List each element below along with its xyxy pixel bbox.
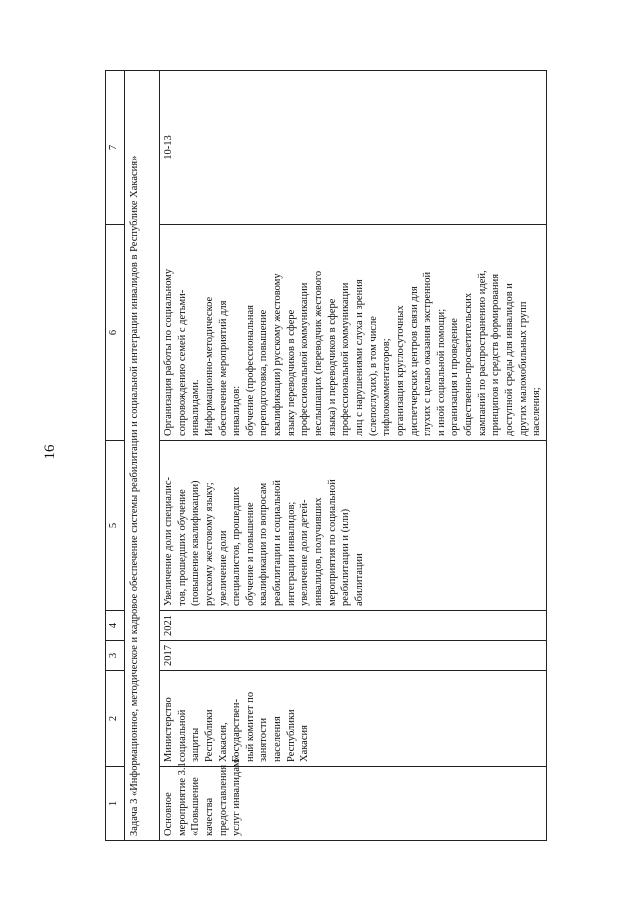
text-line: Хакасия bbox=[299, 725, 311, 762]
text-line: диспетчерских центров связи для bbox=[408, 286, 420, 436]
text-line: социальной bbox=[176, 709, 188, 762]
text-line: интеграции инвалидов; bbox=[285, 501, 297, 606]
header-col-4: 4 bbox=[106, 611, 125, 641]
text-line: услуг инвалидам» bbox=[231, 755, 243, 836]
text-line: обучение и повышение bbox=[244, 502, 256, 606]
start-year-cell: 2017 bbox=[160, 641, 547, 671]
text-line: «Повышение bbox=[190, 777, 202, 836]
text-line: организация круглосуточных bbox=[394, 305, 406, 436]
text-line: населения bbox=[272, 716, 284, 762]
text-line: занятости bbox=[258, 717, 270, 762]
text-line: инвалидов, получивших bbox=[313, 497, 325, 606]
text-line: населения; bbox=[531, 387, 543, 436]
text-line: других маломобильных групп bbox=[517, 301, 529, 436]
header-row bbox=[106, 71, 125, 841]
text-line: мероприятие 3.1 bbox=[176, 762, 188, 836]
text-line: реабилитации и социальной bbox=[272, 479, 284, 606]
text-line: профессиональной коммуникации bbox=[340, 282, 352, 436]
page-number: 16 bbox=[42, 444, 58, 460]
text-line: ный комитет по bbox=[244, 691, 256, 762]
text-line: глухих с целью оказания экстренной bbox=[422, 271, 434, 436]
text-line: инвалидов: bbox=[231, 385, 243, 436]
text-line: Хакасия, bbox=[217, 722, 229, 762]
result-cell bbox=[160, 441, 547, 611]
text-line: общественно-просветительских bbox=[463, 292, 475, 436]
text-line: Республики bbox=[285, 709, 297, 762]
text-line: и иной социальной помощи; bbox=[435, 308, 447, 436]
executor-cell bbox=[160, 671, 547, 767]
table-row bbox=[160, 71, 547, 841]
text-line: принципов и средств формирования bbox=[490, 273, 502, 436]
text-line: (повышение квалификации) bbox=[190, 480, 202, 606]
indicators-cell: 10-13 bbox=[160, 71, 547, 225]
text-line: мероприятия по социальной bbox=[326, 479, 338, 606]
text-line: языку переводчиков в сфере bbox=[285, 309, 297, 436]
measure-cell bbox=[160, 755, 547, 841]
text-line: доступной среды для инвалидов и bbox=[504, 283, 516, 436]
rotated-table-container bbox=[105, 71, 543, 841]
task-title: Задача 3 «Информационное, методическое и кадровое обеспечение системы реабилитации и социальной интеграции инвалидов в Республике Хакасия» bbox=[125, 71, 160, 841]
header-col-1: 1 bbox=[106, 767, 125, 841]
text-line: кампаний по распространению идей, bbox=[476, 270, 488, 436]
program-table bbox=[105, 70, 547, 841]
text-line: квалификации по вопросам bbox=[258, 482, 270, 606]
text-line: Организация работы по социальному bbox=[163, 268, 174, 436]
text-line: языка) и переводчиков в сфере bbox=[326, 298, 338, 436]
text-line: неслышащих (переводчик жестового bbox=[313, 270, 325, 436]
header-col-2: 2 bbox=[106, 671, 125, 767]
text-line: инвалидами. bbox=[190, 379, 202, 436]
text-line: организация и проведение bbox=[449, 318, 461, 436]
header-col-3: 3 bbox=[106, 641, 125, 671]
text-line: обеспечение мероприятий для bbox=[217, 300, 229, 436]
text-line: переподготовка, повышение bbox=[258, 309, 270, 436]
header-col-6: 6 bbox=[106, 225, 125, 441]
text-line: предоставления bbox=[217, 764, 229, 836]
text-line: тов, прошедших обучение bbox=[176, 489, 188, 606]
header-col-5: 5 bbox=[106, 441, 125, 611]
text-line: защиты bbox=[190, 727, 202, 762]
end-year-cell: 2021 bbox=[160, 611, 547, 641]
text-line: Республики bbox=[203, 709, 215, 762]
header-col-7: 7 bbox=[106, 71, 125, 225]
text-line: качества bbox=[203, 797, 215, 836]
text-line: сопровождению семей с детьми- bbox=[176, 289, 188, 436]
text-line: русскому жестовому языку; bbox=[203, 482, 215, 606]
text-line: Увеличение доли специалис- bbox=[163, 476, 174, 606]
text-line: тифлокомментаторов; bbox=[381, 338, 393, 436]
text-line: увеличение доли bbox=[217, 530, 229, 606]
activities-cell bbox=[160, 225, 547, 441]
text-line: профессиональной коммуникации bbox=[299, 282, 311, 436]
task-row bbox=[125, 71, 160, 841]
text-line: Основное bbox=[163, 792, 174, 836]
text-line: Государствен- bbox=[231, 699, 243, 762]
text-line: Информационно-методическое bbox=[203, 296, 215, 436]
text-line: обучение (профессиональная bbox=[244, 305, 256, 436]
text-line: специалистов, прошедших bbox=[231, 486, 243, 606]
text-line: увеличение доли детей- bbox=[299, 499, 311, 606]
text-line: реабилитации и (или) bbox=[340, 508, 352, 606]
text-line: квалификации) русскому жестовому bbox=[272, 273, 284, 436]
text-line: Министерство bbox=[163, 697, 174, 762]
text-line: абилитации bbox=[353, 553, 365, 606]
text-line: лиц с нарушениями слуха и зрения bbox=[353, 279, 365, 436]
text-line: (слепоглухих), в том числе bbox=[367, 316, 379, 436]
